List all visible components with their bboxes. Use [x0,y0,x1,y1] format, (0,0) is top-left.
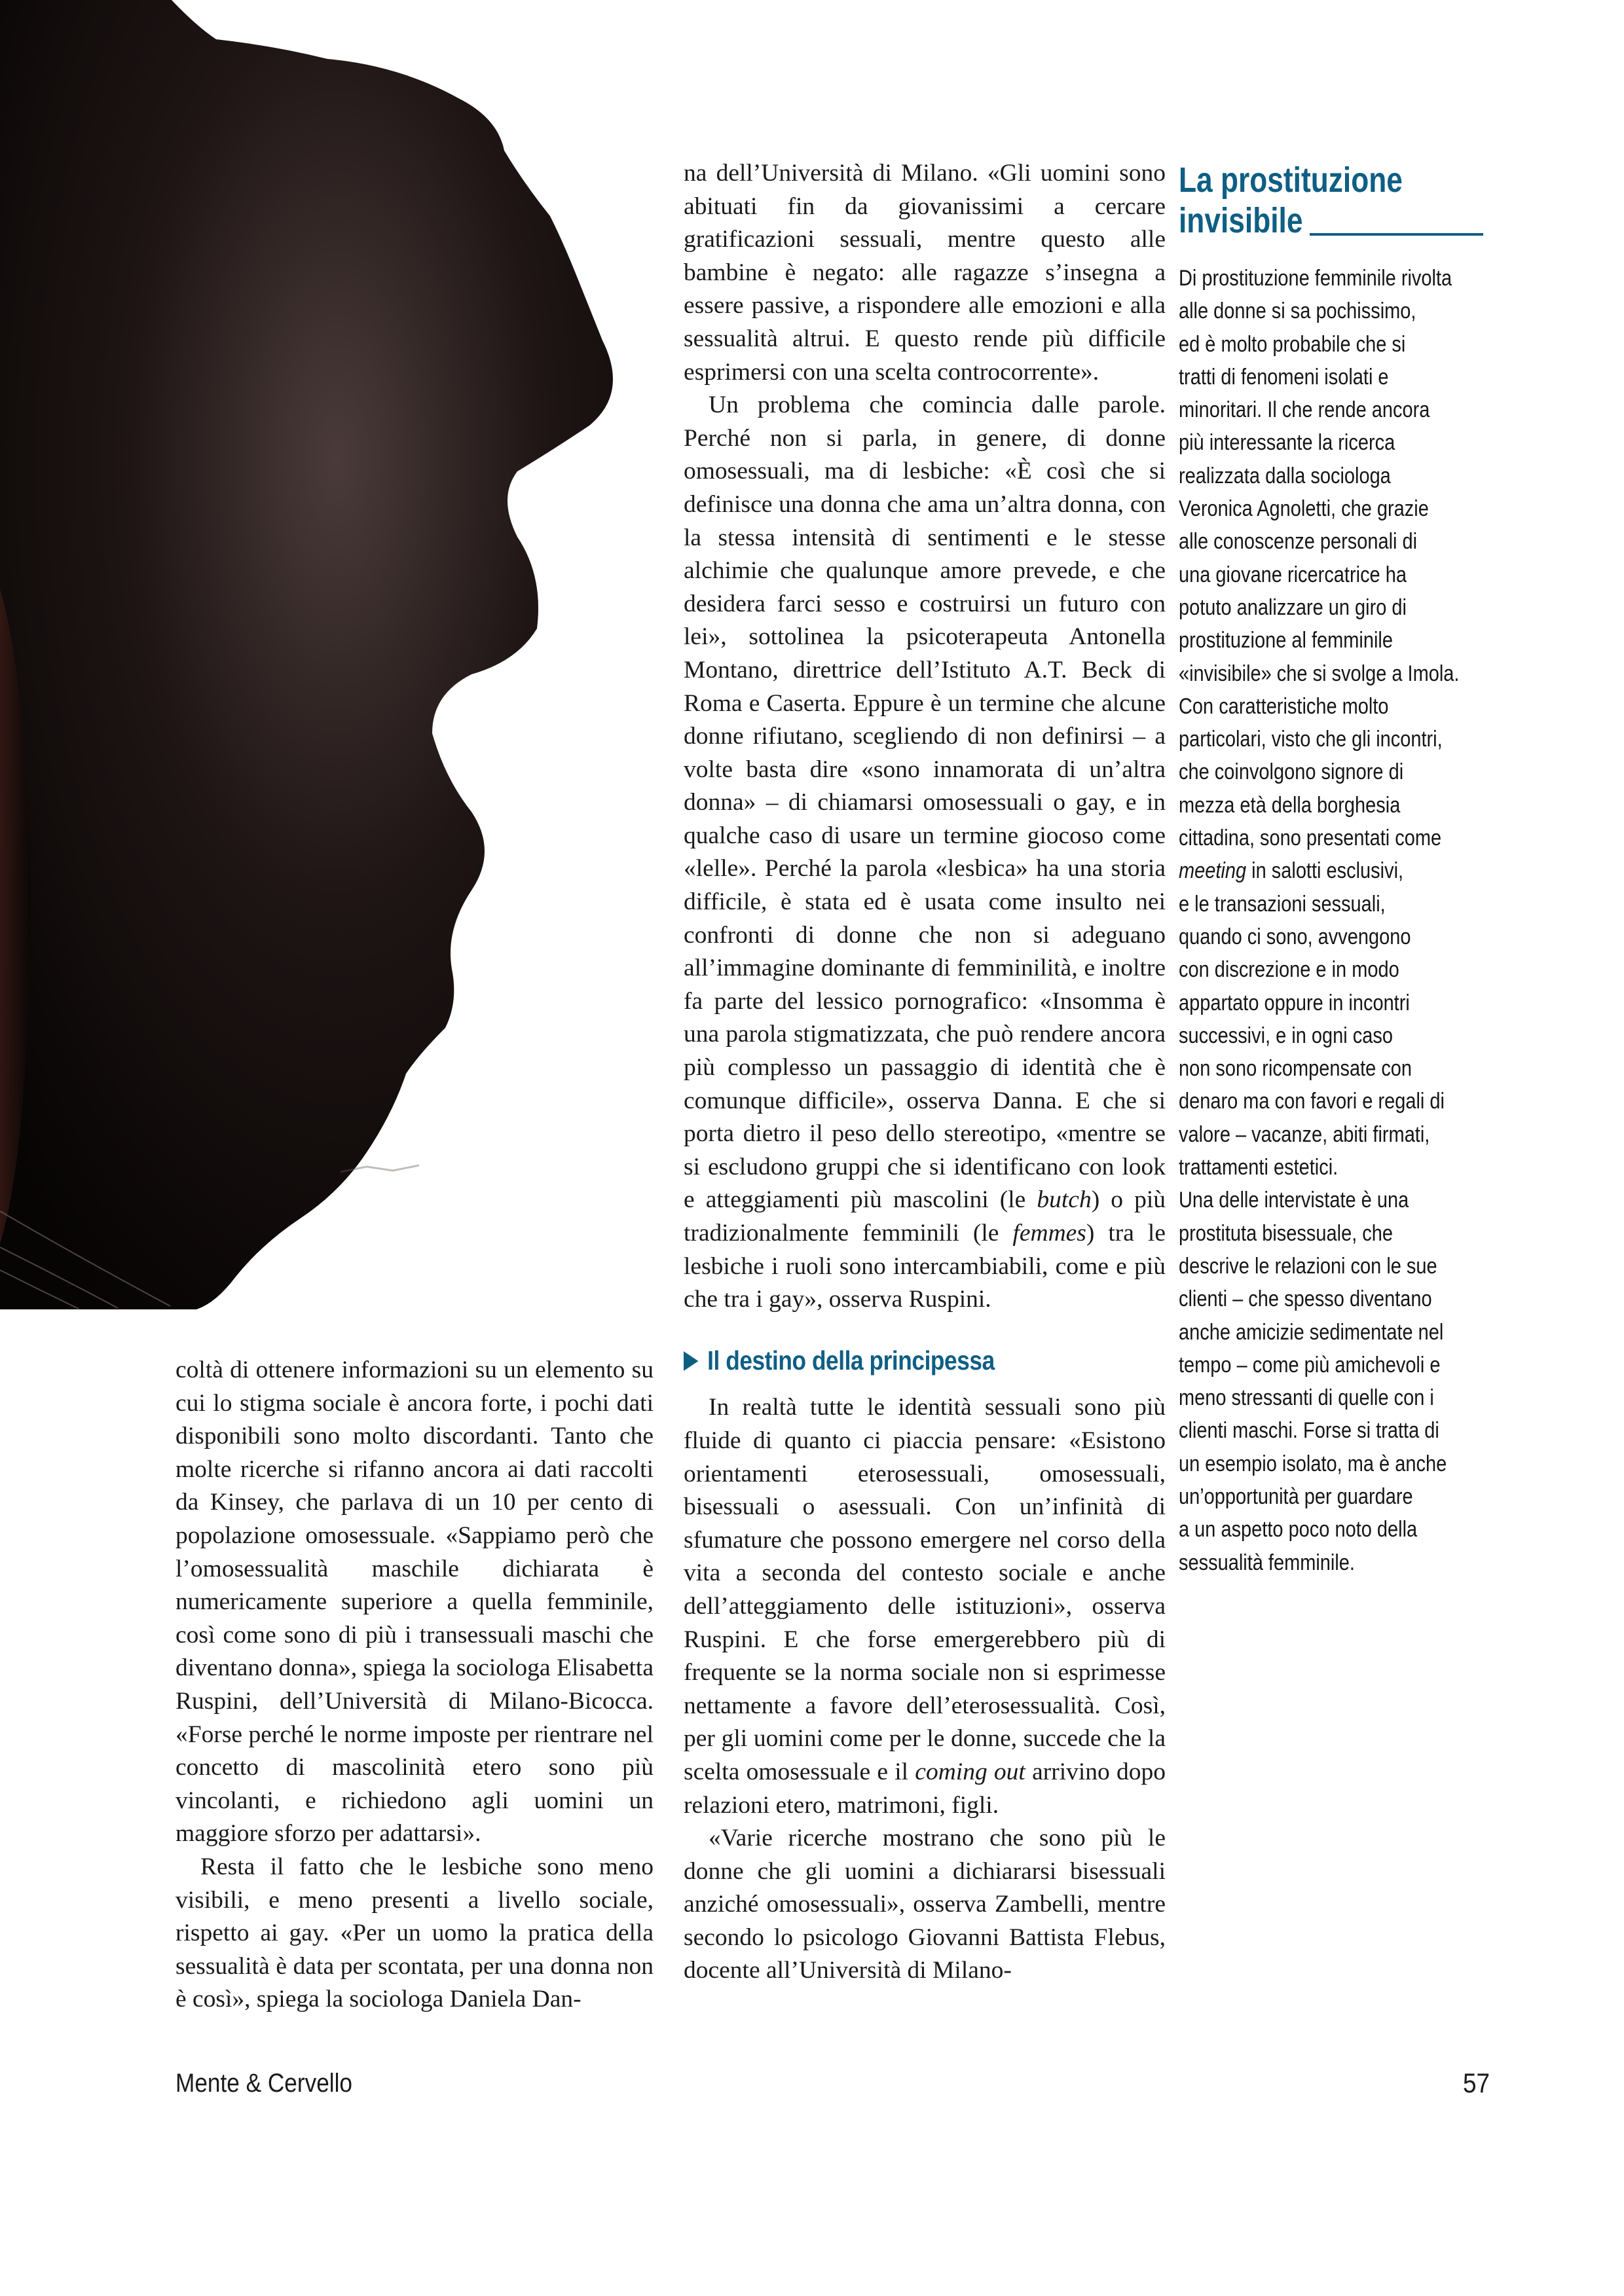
sidebar-body: Di prostituzione femminile rivolta alle donne si sa pochissimo, ed è molto probabile che si tratti di fenomeni isolati e minoritari. Il che rende ancora più interessante la ricerca realizzata dalla sociologa Veronica Agnoletti, che grazie alle conoscenze personali di una giovane ricercatrice ha potuto analizzare un giro di prostituzione al femminile «invisibile» che si svolge a Imola. Con caratteristiche molto particolari, visto che gli incontri, che coinvolgono signore di mezza età della borghesia cittadina, sono presentati come meeting in salotti esclusivi, e le transazioni sessuali, quando ci sono, avvengono con discrezione e in modo appartato oppure in incontri successivi, e in ogni caso non sono ricompensate con denaro ma con favori e regali di valore – vacanze, abiti firmati, trattamenti estetici. Una delle intervistate è una prostituta bisessuale, che descrive le relazioni con le sue clienti – che spesso diventano anche amicizie sedimentate nel tempo – come più amichevoli e meno stressanti di quelle con i clienti maschi. Forse si tratta di un esempio isolato, ma è anche un’opportunità per guardare a un aspetto poco noto della sessualità femminile. [1179,266,1460,1575]
sidebar-box [1179,160,1490,1579]
article-column-1 [175,1354,654,2016]
italic-term: butch [1037,1186,1092,1214]
paragraph: Un problema che comincia dalle parole. Perché non si parla, in genere, di donne omosessuali, ma di lesbiche: «È così che si definisce una donna che ama un’altra donna, con la stessa intensità di sentimenti e le stesse alchimie che qualunque amore prevede, e che desidera farci sesso e costruirsi un futuro con lei», sottolinea la psicoterapeuta Antonella Montano, direttrice dell’Istituto A.T. Beck di Roma e Caserta. Eppure è un termine che alcune donne rifiutano, scegliendo di non definirsi – a volte basta dire «sono innamorata di un’altra donna» – di chiamarsi omosessuali o gay, e in qualche caso di usare un termine giocoso come «lelle». Perché la parola «lesbica» ha una storia difficile, è stata ed è usata come insulto nei confronti di donne che non si adeguano all’immagine dominante di femminilità, e inoltre fa parte del lessico pornografico: «Insomma è una parola stigmatizzata, che può rendere ancora più complesso un passaggio di identità che è comunque difficile», osserva Danna. E che si porta dietro il peso dello stereotipo, «mentre se si escludono gruppi che si identificano con look e atteggiamenti più mascolini (le butch) o più tradizionalmente femminili (le femmes) tra le lesbiche i ruoli sono intercambiabili, come e più che tra i gay», osserva Ruspini. [684,392,1166,1313]
section-subheading: Il destino della principessa [684,1344,1098,1377]
paragraph: na dell’Università di Milano. «Gli uomini sono abituati fin da giovanissimi a cercare gratificazioni sessuali, mentre questo alle bambine è negato: alle ragazze s’insegna a essere passive, a rispondere alle emozioni e alla sessualità altrui. E questo rende più difficile esprimersi con una scelta controcorrente». [684,160,1166,386]
page-number: 57 [1463,2068,1490,2098]
triangle-bullet-icon [684,1351,698,1371]
magazine-name: Mente & Cervello [175,2069,352,2098]
sidebar-title-rule [1310,233,1483,236]
ink-blot-shape [0,0,613,1309]
paragraph: Resta il fatto che le lesbiche sono meno visibili, e meno presenti a livello sociale, rispetto ai gay. «Per un uomo la pratica della sessualità è data per scontata, per una donna non è così», spiega la sociologa Daniela Dan- [175,1853,654,2013]
paragraph: In realtà tutte le identità sessuali sono più fluide di quanto ci piaccia pensare: «Esistono orientamenti eterosessuali, omosessuali, bisessuali o asessuali. Con un’infinità di sfumature che possono emergere nel corso della vita a seconda del contesto sociale e anche dell’atteggiamento delle istituzioni», osserva Ruspini. E che forse emergerebbero più di frequente se la norma sociale non si esprimesse nettamente a favore dell’eterosessualità. Così, per gli uomini come per le donne, succede che la scelta omosessuale e il coming out arrivino dopo relazioni etero, matrimoni, figli. [684,1394,1166,1819]
paragraph: coltà di ottenere informazioni su un elemento su cui lo stigma sociale è ancora forte, i pochi dati disponibili sono molto discordanti. Tanto che molte ricerche si rifanno ancora ai dati raccolti da Kinsey, che parlava di un 10 per cento di popolazione omosessuale. «Sappiamo però che l’omosessualità maschile dichiarata è numericamente superiore a quella femminile, così come sono di più i transessuali maschi che diventano donna», spiega la sociologa Elisabetta Ruspini, dell’Università di Milano-Bicocca. «Forse perché le norme imposte per rientrare nel concetto di mascolinità etero sono più vincolanti, e richiedono agli uomini un maggiore sforzo per adattarsi». [175,1357,654,1848]
ink-blot-photo [0,0,661,1309]
italic-term: meeting [1179,858,1247,884]
article-column-2 [684,157,1166,1988]
italic-term: femmes [1012,1220,1086,1247]
italic-term: coming out [915,1758,1025,1785]
sidebar-title: La prostituzione invisibile [1179,160,1403,240]
paragraph: «Varie ricerche mostrano che sono più le donne che gli uomini a dichiararsi bisessuali anziché omosessuali», osserva Zambelli, mentre secondo lo psicologo Giovanni Battista Flebus, docente all’Università di Milano- [684,1825,1166,1984]
